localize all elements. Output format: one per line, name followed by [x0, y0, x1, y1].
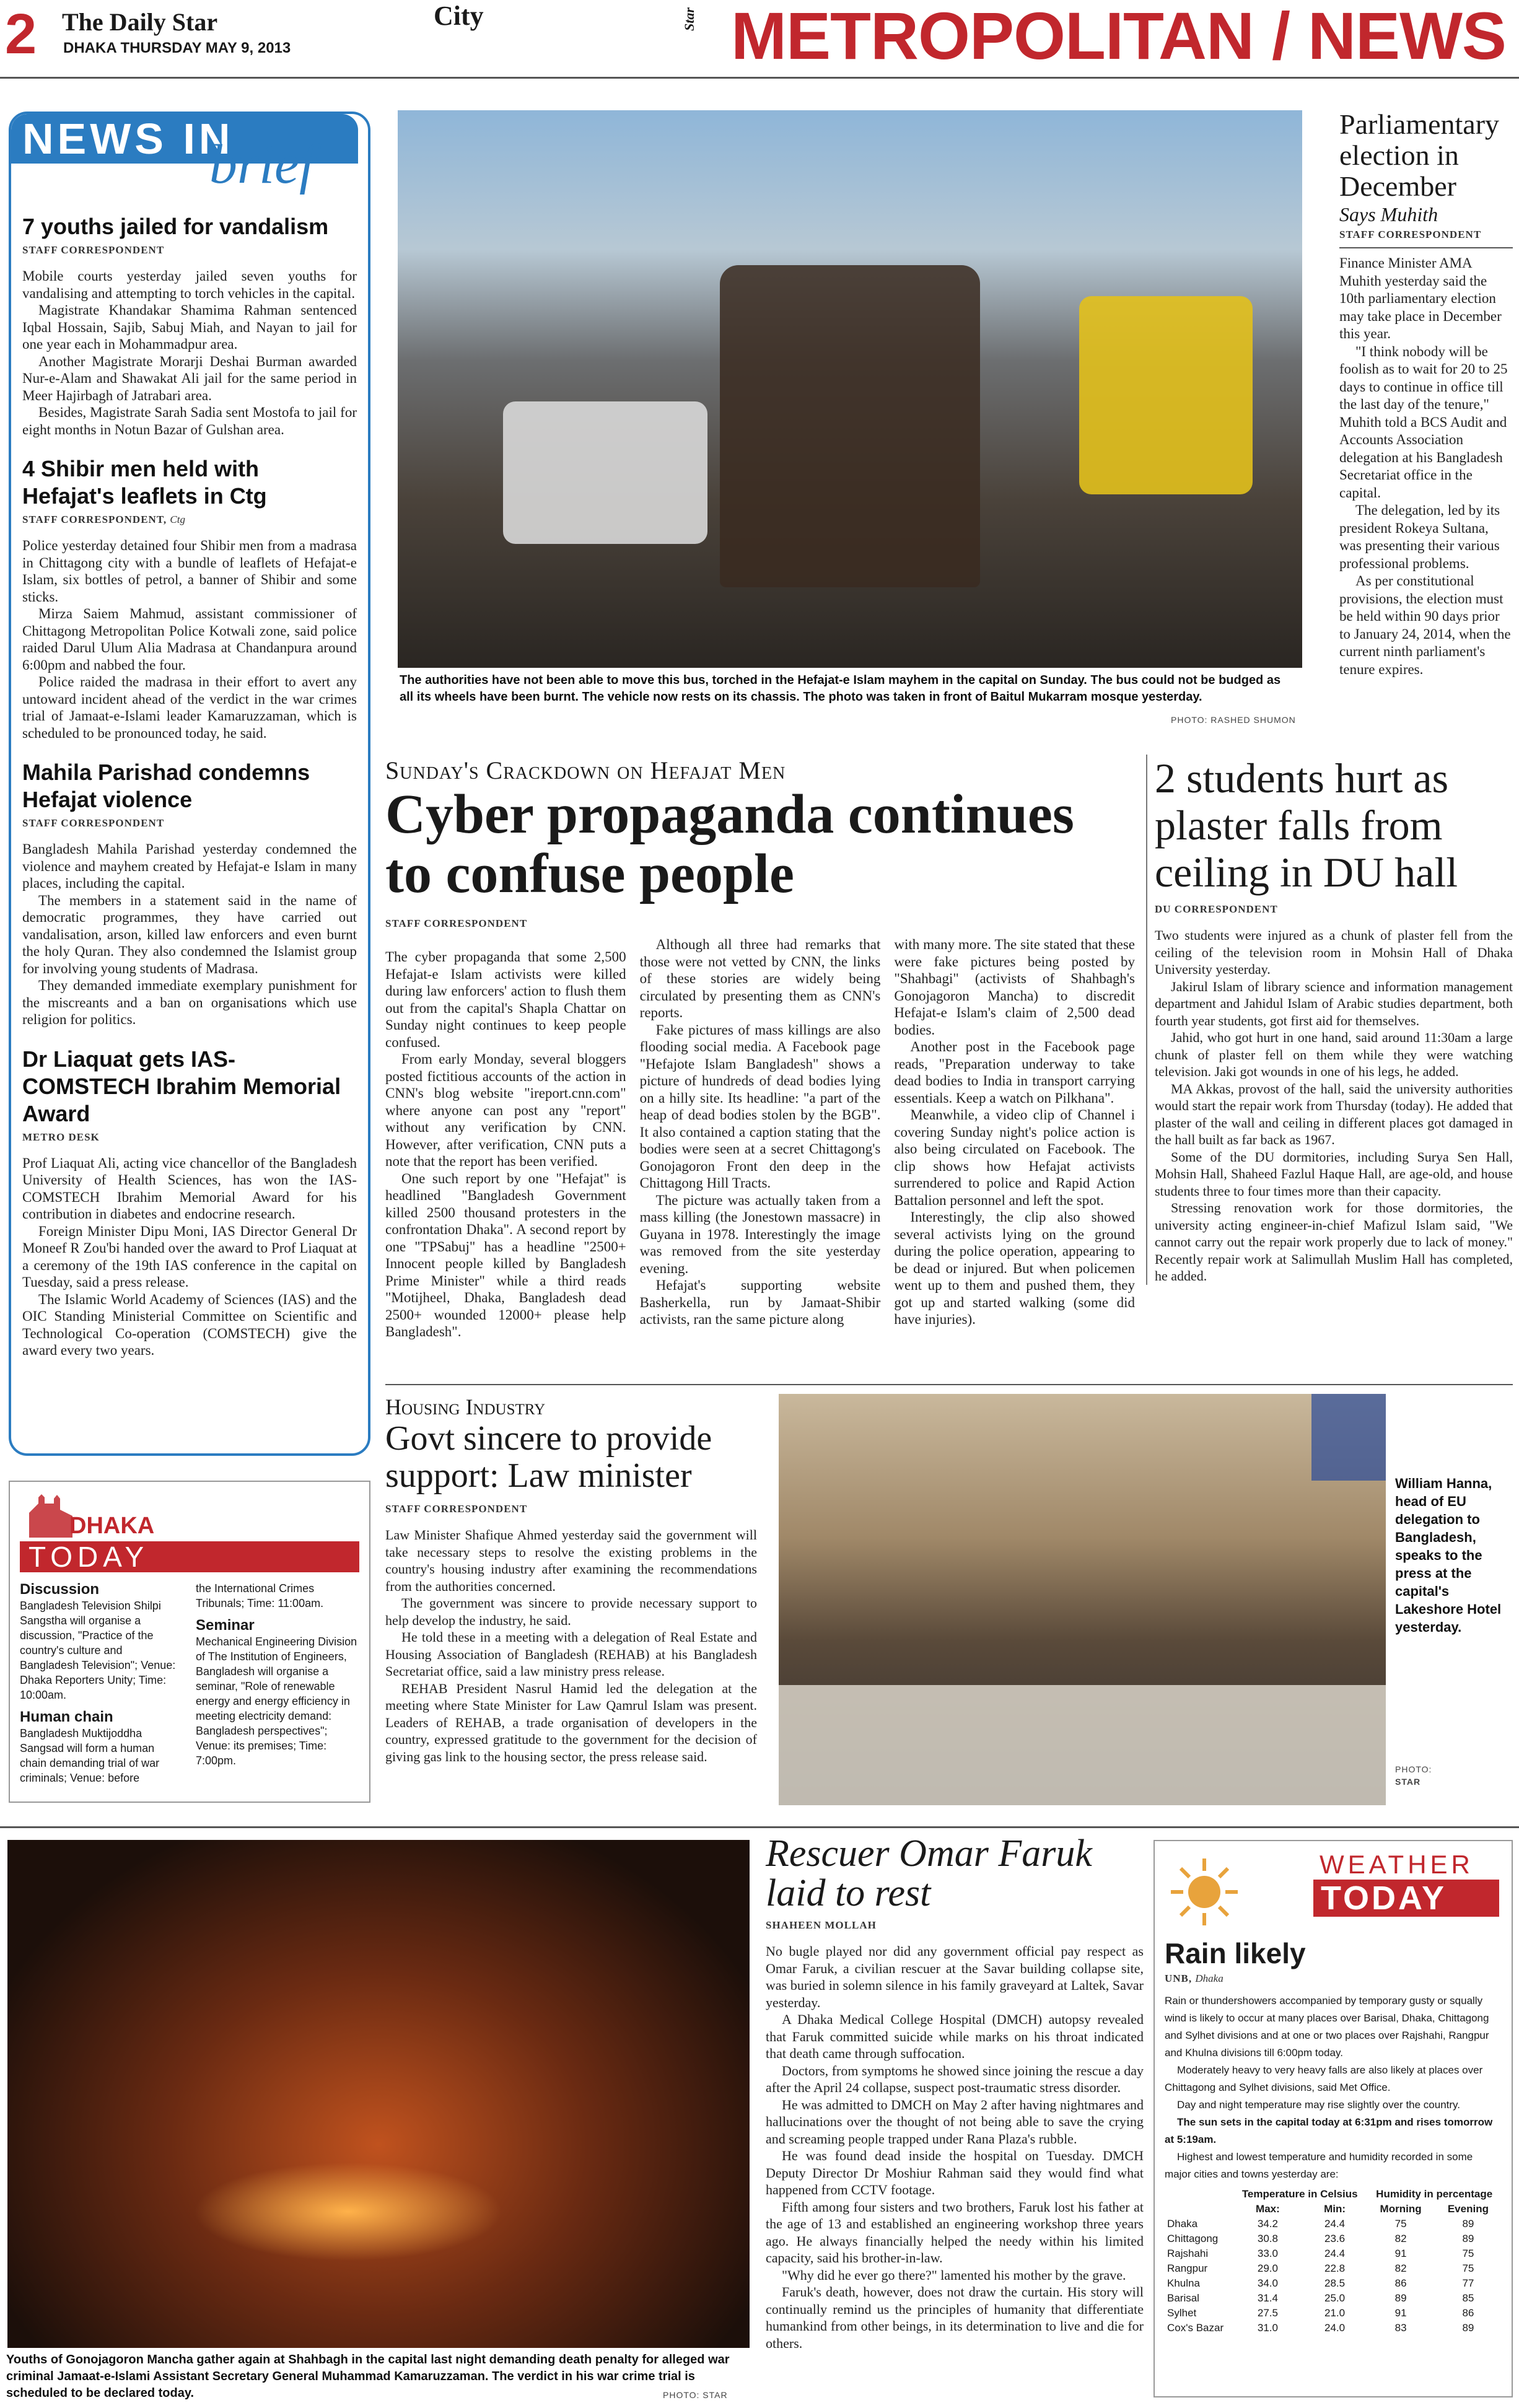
brief-title-main: NEWS IN — [11, 114, 358, 164]
table-cell: 25.0 — [1324, 2292, 1346, 2304]
event-text: Bangladesh Muktijoddha Sangsad will form a human chain demanding trial of war criminals; Venue: before — [20, 1727, 160, 1784]
brief-byline: STAFF CORRESPONDENT — [22, 244, 165, 256]
cyber-headline: Cyber propaganda continues to confuse people — [385, 784, 1074, 904]
paragraph: Stressing renovation work for those dormitories, the university acting engineer-in-chief Mafizul Islam said, "We cannot carry out the repair work properly due to lack of money." Recently repair work at Salimullah Muslim Hall has completed, he added. — [1155, 1200, 1513, 1284]
section-rule — [385, 1384, 1513, 1385]
paragraph: Fake pictures of mass killings are also flooding social media. A Facebook page "Hefajote Islam Bangladesh" shows a picture of hundreds of dead bodies lying on a hilly site. Its headline: "a part of the heap of dead bodies stolen by the BGB". It also contained a caption stating that the bodies were seen at a secret Chittagong's Gonojagoron Front den deep in the Chittagong Hill Tracts. — [639, 1022, 881, 1191]
paragraph: Interestingly, the clip also showed several activists lying on the ground during the police operation, appearing to be dead or injured. But when policemen went up to them and pushed them, they got up and started walking (some did have injuries). — [894, 1209, 1136, 1327]
table-cell: 89 — [1394, 2292, 1407, 2304]
table-cell: 89 — [1462, 2218, 1474, 2230]
weather-box — [1153, 1840, 1513, 2397]
weather-title-bottom: TODAY — [1313, 1880, 1499, 1917]
table-cell: 75 — [1462, 2248, 1474, 2259]
candle-glow-shape — [193, 2162, 503, 2261]
table-row — [1165, 2217, 1502, 2231]
page-number: 2 — [5, 2, 37, 66]
table-cell: 21.0 — [1324, 2307, 1346, 2319]
paragraph: They demanded immediate exemplary punishment for the miscreants and a ban on organisations which use religion for politics. — [22, 978, 357, 1027]
paragraph: Doctors, from symptoms he showed since joining the rescue a day after the April 24 collapse, suspect post-traumatic stress disorder. — [766, 2062, 1144, 2095]
byline-text: STAFF CORRESPONDENT, — [22, 514, 167, 525]
table-cell: 34.0 — [1257, 2277, 1278, 2289]
paragraph: MA Akkas, provost of the hall, said the university authorities would start the repair work from Thursday (today). He added that plaster of the wall and ceiling in different places got damaged in the hall built as far back as 1967. — [1155, 1080, 1513, 1147]
table-cell: 82 — [1394, 2233, 1407, 2244]
paragraph: Moderately heavy to very heavy falls are also likely at places over Chittagong and Sylhet divisions, said Met Office. — [1165, 2064, 1483, 2093]
byline-location: Dhaka — [1195, 1972, 1224, 1984]
brief-body — [22, 537, 357, 742]
masthead-rule — [0, 77, 1519, 79]
table-cell: 83 — [1394, 2322, 1407, 2334]
paragraph: The delegation, led by its president Rokeya Sultana, was presenting their various professional problems. — [1339, 502, 1500, 571]
event-text: Mechanical Engineering Division of The Institution of Engineers, Bangladesh will organise a seminar, "Role of renewable energy and energy efficiency in meeting electricity demand: Bangladesh perspectives"; Venue: its premises; Time: 7:00pm. — [196, 1635, 357, 1767]
event-head: Human chain — [20, 1709, 113, 1725]
paragraph: Police yesterday detained four Shibir men from a madrasa in Chittagong city with a bundle of leaflets of Hefajat-e Islam, six bottles of petrol, a banner of Shibir and some sticks. — [22, 538, 357, 605]
white-car-shape — [503, 401, 707, 544]
table-cell: 29.0 — [1257, 2262, 1278, 2274]
parliament-body — [1339, 255, 1513, 678]
table-intro: Highest and lowest temperature and humidity recorded in some major cities and towns yesterday are: — [1165, 2151, 1473, 2180]
table-row — [1165, 2231, 1502, 2246]
paragraph: "Why did he ever go there?" lamented his mother by the grave. — [782, 2267, 1126, 2283]
dhaka-today-col — [196, 1581, 358, 1785]
paragraph: Although all three had remarks that those were not vetted by CNN, the links of these stories are widely being circulated by presenting them as CNN's reports. — [639, 937, 881, 1020]
paragraph: Besides, Magistrate Sarah Sadia sent Mostofa to jail for eight months in Notun Bazar of Gulshan area. — [22, 405, 357, 437]
cyber-story — [385, 756, 1135, 1341]
housing-kicker: Housing Industry — [385, 1394, 546, 1419]
paragraph: with many more. The site stated that these were fake pictures being posted by "Shahbagi" (activists of Shahbagh's Gonojagoron Mancha) to discredit Hefajat-e Islam's claim of 2,500 dead bodies. — [894, 937, 1136, 1038]
weather-byline — [1165, 1972, 1502, 1985]
table-cell: 91 — [1394, 2248, 1407, 2259]
section-title: METROPOLITAN / NEWS — [731, 0, 1506, 73]
paragraph: Hefajat's supporting website Basherkella, run by Jamaat-Shibir activists, ran the same picture along — [639, 1277, 881, 1327]
table-cell: 27.5 — [1257, 2307, 1278, 2319]
bus-photo-credit: PHOTO: RASHED SHUMON — [1171, 715, 1296, 725]
paragraph: Jahid, who got hurt in one hand, said around 11:30am a large chunk of plaster fell on them while they were watching television. Jaki got wounds in one of his legs, he added. — [1155, 1030, 1513, 1079]
paragraph: A Dhaka Medical College Hospital (DMCH) autopsy revealed that Faruk committed suicide while marks on his throat indicated that death came through suffocation. — [766, 2012, 1144, 2061]
min-header: Min: — [1324, 2203, 1346, 2215]
table-cell: 34.2 — [1257, 2218, 1278, 2230]
eu-flag-shape — [1311, 1394, 1386, 1481]
parliament-headline: Parliamentary election in December — [1339, 108, 1500, 202]
table-cell: Cox's Bazar — [1167, 2322, 1224, 2334]
table-cell: Sylhet — [1167, 2307, 1197, 2319]
table-cell: Dhaka — [1167, 2218, 1198, 2230]
dhaka-today-title-bottom: TODAY — [20, 1541, 359, 1572]
morning-header: Morning — [1380, 2203, 1422, 2215]
brief-byline — [22, 514, 357, 526]
paragraph: The Islamic World Academy of Sciences (IAS) and the OIC Standing Ministerial Committee on Scientific and Technological Co-operation (COMSTECH) give the award every two years. — [22, 1291, 357, 1358]
table-row — [1165, 2306, 1502, 2321]
table-cell: Barisal — [1167, 2292, 1199, 2304]
news-in-brief-box — [9, 112, 370, 1456]
eu-photo-caption: William Hanna, head of EU delegation to Bangladesh, speaks to the press at the capital's Lakeshore Hotel yesterday. — [1395, 1476, 1502, 1635]
brief-headline: Dr Liaquat gets IAS-COMSTECH Ibrahim Memorial Award — [22, 1046, 341, 1126]
table-cell: 82 — [1394, 2262, 1407, 2274]
event-text: Bangladesh Television Shilpi Sangstha will organise a discussion, "Practice of the country's culture and Bangladesh Television"; Venue: Dhaka Reporters Unity; Time: 10:00am. — [20, 1600, 176, 1701]
brief-body — [22, 1155, 357, 1359]
brief-byline: STAFF CORRESPONDENT — [22, 817, 165, 829]
brief-item — [22, 759, 357, 1028]
students-body — [1155, 927, 1513, 1285]
paragraph: Finance Minister AMA Muhith yesterday said the 10th parliamentary election may take place in December this year. — [1339, 255, 1502, 341]
brief-headline: 4 Shibir men held with Hefajat's leaflets in Ctg — [22, 456, 267, 509]
weather-table-body — [1165, 2217, 1502, 2336]
brief-body — [22, 268, 357, 438]
table-cell: 23.6 — [1324, 2233, 1346, 2244]
table-cell: 33.0 — [1257, 2248, 1278, 2259]
students-byline: DU CORRESPONDENT — [1155, 903, 1278, 915]
byline-text: UNB, — [1165, 1972, 1193, 1984]
dhaka-today-banner — [20, 1488, 359, 1575]
table-cell: 30.8 — [1257, 2233, 1278, 2244]
paragraph: He was admitted to DMCH on May 2 after having nightmares and hallucinations over the thought of not being able to save the crying and screaming people trapped under Rana Plaza's rubble. — [766, 2096, 1144, 2147]
paragraph: Prof Liaquat Ali, acting vice chancellor of the Bangladesh University of Health Sciences, has won the IAS-COMSTECH Ibrahim Memorial Award for his contribution in diabetes and endocrine research. — [22, 1155, 357, 1222]
table-row — [1165, 2321, 1502, 2336]
table-cell: Rajshahi — [1167, 2248, 1209, 2259]
weather-body — [1165, 1992, 1502, 2183]
event-text: the International Crimes Tribunals; Time: 11:00am. — [196, 1582, 324, 1609]
masthead — [0, 0, 1519, 81]
parliament-story — [1339, 109, 1513, 678]
parliament-rule — [1339, 247, 1513, 248]
students-headline: 2 students hurt as plaster falls from ceiling in DU hall — [1155, 755, 1458, 896]
paragraph: Another Magistrate Morarji Deshai Burman awarded Nur-e-Alam and Shawakat Ali jail for the same period in Meer Hajirbagh of Jatrabari area. — [22, 353, 357, 403]
rescuer-byline: SHAHEEN MOLLAH — [766, 1919, 877, 1931]
weather-sun-icon — [1167, 1855, 1241, 1929]
parliament-byline: STAFF CORRESPONDENT — [1339, 229, 1482, 240]
humidity-header: Humidity in percentage — [1376, 2188, 1493, 2200]
cyber-col — [640, 936, 881, 1341]
brief-title-script: brief — [209, 134, 315, 195]
housing-body — [385, 1526, 757, 1765]
housing-story — [385, 1394, 757, 1765]
paragraph: Fifth among four sisters and two brothers, Faruk lost his father at the age of 13 and established an engineering workshop three years ago. He always financially helped the needy within his limited capacity, said his brother-in-law. — [766, 2199, 1144, 2266]
table-cell: 77 — [1462, 2277, 1474, 2289]
paragraph: Police raided the madrasa in their effort to avert any untoward incident ahead of the verdict in the war crimes trial of Jamaat-e-Islami leader Kamaruzzaman, which is scheduled to be pronounced today, he said. — [22, 674, 357, 741]
brief-item — [22, 1046, 357, 1359]
shahbag-caption: Youths of Gonojagoron Mancha gather again at Shahbagh in the capital last night demanding death penalty for alleged war criminal Jamaat-e-Islami Assistant Secretary General Muhammad Kamaruzzaman. The verdict in his war crime trial is scheduled to be declared today. — [6, 2353, 730, 2400]
paragraph: The cyber propaganda that some 2,500 Hefajat-e Islam activists were killed during law enforcers' action to flush them out from the capital's Shapla Chattar on Sunday night continues to keep people confused. — [385, 949, 626, 1050]
table-cell: 89 — [1462, 2233, 1474, 2244]
table-cell: Rangpur — [1167, 2262, 1208, 2274]
table-cell: Khulna — [1167, 2277, 1200, 2289]
credit-label: PHOTO: — [1395, 1764, 1432, 1774]
dateline: DHAKA THURSDAY MAY 9, 2013 — [63, 40, 291, 56]
table-cell: 89 — [1462, 2322, 1474, 2334]
paragraph: REHAB President Nasrul Hamid led the delegation at the meeting where State Minister for Law Qamrul Islam was present. Leaders of REHAB, a trade organisation of developers in the country, expressed gratitude to the government for the decision of giving gas link to the housing sector, the press release said. — [385, 1680, 757, 1764]
rescuer-headline: Rescuer Omar Faruk laid to rest — [766, 1832, 1092, 1914]
table-cell: 31.0 — [1257, 2322, 1278, 2334]
dhaka-today-col — [20, 1581, 182, 1785]
table-row — [1165, 2291, 1502, 2306]
max-header: Max: — [1256, 2203, 1280, 2215]
weather-headline: Rain likely — [1165, 1937, 1306, 1969]
paragraph: The government was sincere to provide necessary support to help develop the industry, he said. — [385, 1595, 757, 1628]
table-cell: 24.0 — [1324, 2322, 1346, 2334]
paragraph: Two students were injured as a chunk of plaster fell from the ceiling of the television room in Mohsin Hall of Dhaka University yesterday. — [1155, 927, 1513, 977]
paragraph: As per constitutional provisions, the election must be held within 90 days prior to January 24, 2014, when the current ninth parliament's tenure expires. — [1339, 573, 1511, 677]
paragraph: Meanwhile, a video clip of Channel i covering Sunday night's police action is also being circulated on Facebook. The clip shows how Hefajat activists surrendered to police and Rapid Action Battalion personnel and left the spot. — [894, 1107, 1136, 1208]
rescuer-story — [766, 1834, 1144, 2352]
cyber-kicker: Sunday's Crackdown on Hefajat Men — [385, 756, 786, 784]
weather-banner — [1165, 1850, 1502, 1937]
eu-press-photo — [779, 1394, 1386, 1805]
table-cell: 24.4 — [1324, 2218, 1346, 2230]
yellow-bus-shape — [1079, 296, 1253, 494]
eu-photo-credit — [1395, 1763, 1432, 1788]
event-head: Discussion — [20, 1581, 100, 1598]
temp-header: Temperature in Celsius — [1241, 2188, 1358, 2200]
brief-body — [22, 841, 357, 1028]
table-cell: Chittagong — [1167, 2233, 1219, 2244]
paragraph: Day and night temperature may rise slightly over the country. — [1177, 2099, 1461, 2111]
byline-location: Ctg — [170, 514, 185, 525]
brief-item — [22, 455, 357, 742]
section-rule — [0, 1826, 1519, 1828]
paragraph: Bangladesh Mahila Parishad yesterday condemned the violence and mayhem created by Hefajat-e Islam in many places, including the capital. — [22, 841, 357, 891]
shahbag-credit: PHOTO: STAR — [663, 2390, 728, 2400]
table-cell: 75 — [1394, 2218, 1407, 2230]
paragraph: From early Monday, several bloggers posted fictitious accounts of the action in CNN's blog website "ireport.cnn.com" where anyone can post any "report" without any verification by CNN. However, after verification, CNN puts a note that the report has been verified. — [385, 1051, 626, 1169]
bus-photo-caption: The authorities have not been able to move this bus, torched in the Hefajat-e Islam mayhem in the capital on Sunday. The bus could not be budged as all its wheels have been burnt. The vehicle now rests on its chassis. The photo was taken in front of Baitul Mukarram mosque yesterday. — [400, 673, 1281, 704]
cyber-col — [385, 948, 626, 1341]
cyber-col — [894, 936, 1135, 1341]
table-cell: 85 — [1462, 2292, 1474, 2304]
paragraph: No bugle played nor did any government official pay respect as Omar Faruk, a civilian rescuer at the Savar building collapse site, was buried in solemn silence in his family graveyard at Laltek, Savar yesterday. — [766, 1943, 1144, 2010]
event-head: Seminar — [196, 1617, 255, 1634]
paragraph: "I think nobody will be foolish as to wait for 20 to 25 days to continue in office till the last day of the tenure," Muhith told a BCS Audit and Accounts Association delegation at his Bangladesh Secretariat office in the capital. — [1339, 343, 1508, 501]
paragraph: One such report by one "Hefajat" is headlined "Bangladesh Government killed 2500 thousand protesters in the confrontation Dhaka". A second report by one "TPSabuj" has a headline "2500+ Innocent people killed by Bangladesh Prime Minister" while a third reads "Motijheel, Dhaka, Bangladesh dead 2500+ wounded 12000+ please help Bangladesh". — [385, 1170, 626, 1339]
press-table-shape — [779, 1685, 1386, 1805]
paragraph: Another post in the Facebook page reads, "Preparation underway to take dead bodies to India in transport carrying essentials. Keep a watch on Pilkhana". — [894, 1039, 1136, 1106]
paragraph: Mirza Saiem Mahmud, assistant commissioner of Chittagong Metropolitan Police Kotwali zone, said police raided Darul Ulum Alia Madrasa at Chandanpura around 6:00pm and nabbed the four. — [22, 606, 357, 673]
table-cell: 86 — [1394, 2277, 1407, 2289]
paragraph: Mobile courts yesterday jailed seven youths for vandalising and attempting to torch vehicles in the capital. — [22, 268, 357, 301]
brief-byline: METRO DESK — [22, 1131, 100, 1143]
paragraph: Jakirul Islam of library science and information management department and Jahidul Islam of Arabic studies department, both fourth year students, got first aid for themselves. — [1155, 978, 1513, 1028]
paragraph: Law Minister Shafique Ahmed yesterday said the government will take necessary steps to resolve the existing problems in the country's housing industry after examining the recommendations from the authorities concerned. — [385, 1527, 757, 1594]
dhaka-today-box — [9, 1481, 370, 1803]
brief-item — [22, 213, 357, 438]
paragraph: Magistrate Khandakar Shamima Rahman sentenced Iqbal Hossain, Sajib, Sabuj Miah, and Nayan to jail for one year each in Mohammadpur area. — [22, 302, 357, 352]
table-row — [1165, 2261, 1502, 2276]
housing-byline: STAFF CORRESPONDENT — [385, 1503, 528, 1515]
evening-header: Evening — [1447, 2203, 1489, 2215]
section-city: City — [434, 1, 484, 31]
credit-name: STAR — [1395, 1777, 1421, 1787]
table-row — [1165, 2246, 1502, 2261]
paragraph: He was found dead inside the hospital on Tuesday. DMCH Deputy Director Dr Moshiur Rahman said they would find what happened from CCTV footage. — [766, 2148, 1144, 2197]
paragraph: The members in a statement said in the name of democratic programmes, they have carried out vandalisation, arson, killed law enforcers and even burnt the holy Quran. They also condemned the Islamist group for involving young students of Madrasa. — [22, 892, 357, 976]
table-cell: 91 — [1394, 2307, 1407, 2319]
rescuer-body — [766, 1943, 1144, 2352]
dhaka-today-title-top: DHAKA — [69, 1513, 155, 1539]
cyber-byline: STAFF CORRESPONDENT — [385, 917, 528, 929]
table-cell: 75 — [1462, 2262, 1474, 2274]
brief-headline: Mahila Parishad condemns Hefajat violence — [22, 760, 310, 812]
paragraph: Faruk's death, however, does not draw the curtain. His story will continually remind us the principles of humanity that differentiate humankind from other beings, in its determination to live and die for others. — [766, 2284, 1144, 2351]
students-story — [1146, 755, 1513, 1285]
paragraph: Some of the DU dormitories, including Surya Sen Hall, Mohsin Hall, Shaheed Fazlul Haque Hall, are age-old, and house students three to four times more than their capacity. — [1155, 1149, 1513, 1199]
brief-banner — [11, 114, 368, 207]
table-row — [1165, 2276, 1502, 2291]
table-cell: 24.4 — [1324, 2248, 1346, 2259]
housing-headline: Govt sincere to provide support: Law minister — [385, 1419, 712, 1495]
table-cell: 22.8 — [1324, 2262, 1346, 2274]
paragraph: Rain or thundershowers accompanied by temporary gusty or squally wind is likely to occur at many places over Barisal, Dhaka, Chittagong and Sylhet divisions and at one or two places over Rajshahi, Rangpur and Khulna divisions till 6:00pm today. — [1165, 1995, 1489, 2059]
paragraph: He told these in a meeting with a delegation of Real Estate and Housing Association of Bangladesh (REHAB) at his Bangladesh Secretariat office, said a law ministry press release. — [385, 1629, 757, 1679]
weather-title-top: WEATHER — [1320, 1850, 1474, 1879]
parliament-subhead: Says Muhith — [1339, 203, 1438, 225]
table-cell: 86 — [1462, 2307, 1474, 2319]
shahbag-photo — [7, 1840, 750, 2348]
paper-name: The Daily Star — [62, 8, 218, 36]
star-logo: Star — [681, 7, 697, 31]
building-icon — [26, 1491, 76, 1538]
paragraph: The picture was actually taken from a mass killing (the Jonestown massacre) in Guyana in 1978. Interestingly the image was removed from the site yesterday evening. — [639, 1192, 881, 1276]
bus-photo — [398, 110, 1302, 668]
table-cell: 31.4 — [1257, 2292, 1278, 2304]
sun-times: The sun sets in the capital today at 6:31pm and rises tomorrow at 5:19am. — [1165, 2116, 1493, 2145]
table-cell: 28.5 — [1324, 2277, 1346, 2289]
burnt-bus-shape — [720, 265, 980, 587]
paragraph: Foreign Minister Dipu Moni, IAS Director General Dr Moneef R Zou'bi handed over the award to Prof Liaquat at a ceremony of the 19th IAS conference in the capital on Tuesday, said a press release. — [22, 1223, 357, 1290]
brief-headline: 7 youths jailed for vandalism — [22, 214, 329, 239]
weather-table — [1165, 2187, 1502, 2336]
